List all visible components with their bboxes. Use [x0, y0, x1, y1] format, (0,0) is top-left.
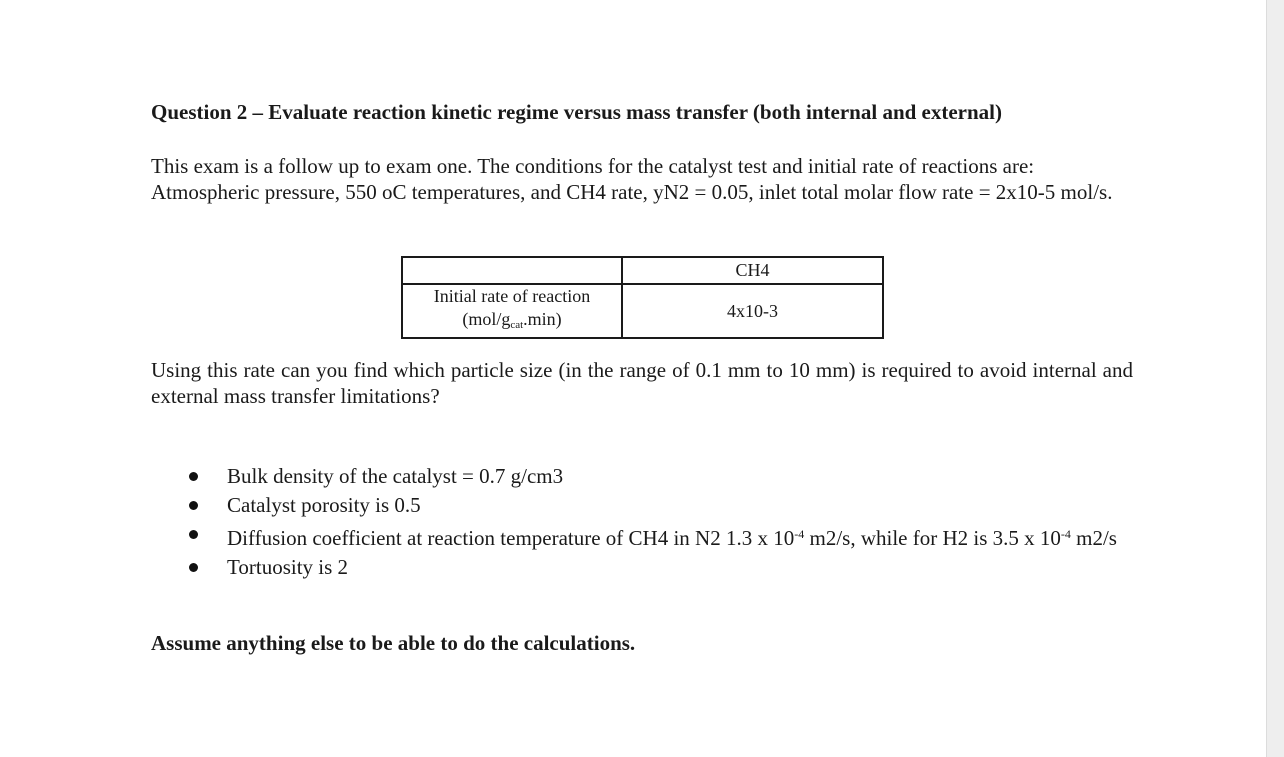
bullet-text-diffusion: [227, 526, 1117, 550]
diffusion-part2: m2/s, while for H2 is 3.5 x 10: [804, 526, 1061, 550]
diffusion-exponent-2: -4: [1060, 527, 1071, 541]
bullet-icon: [189, 530, 198, 539]
intro-text: This exam is a follow up to exam one. The conditions for the catalyst test and initial rate of reactions are: Atmospheric pressure, 550 oC temperatures, and CH4 rate, yN2 = 0.05, inlet total molar flow rate = 2x10-5 mol/s.: [151, 154, 1113, 204]
given-data-list: [186, 463, 1146, 583]
table-row: [402, 284, 883, 338]
units-prefix: (mol/g: [462, 309, 511, 329]
bullet-text-tortuosity: Tortuosity is 2: [227, 555, 349, 579]
question-paragraph: [151, 357, 1133, 409]
bullet-text-porosity: Catalyst porosity is 0.5: [227, 493, 421, 517]
bullet-icon: [189, 472, 198, 481]
diffusion-part1: Diffusion coefficient at reaction temperature of CH4 in N2 1.3 x 10: [227, 526, 795, 550]
bullet-text-bulk-density: Bulk density of the catalyst = 0.7 g/cm3: [227, 464, 564, 488]
reaction-rate-table: [401, 256, 884, 339]
row-label-line1: Initial rate of reaction: [433, 286, 591, 306]
table-header-row: [402, 257, 883, 284]
table-header-blank-cell: [402, 257, 622, 284]
question-text: Using this rate can you find which particle size (in the range of 0.1 mm to 10 mm) is required to avoid internal and external mass transfer limitations?: [151, 358, 1133, 408]
row-label-units: [462, 309, 561, 329]
assumption-note: Assume anything else to be able to do the calculations.: [151, 631, 636, 655]
diffusion-exponent-1: -4: [794, 527, 805, 541]
bullet-icon: [189, 563, 198, 572]
table-row-label: [402, 284, 622, 338]
intro-paragraph: [151, 153, 1136, 205]
list-item: [186, 521, 1146, 552]
units-subscript: cat: [510, 319, 524, 331]
table-row-value: 4x10-3: [622, 284, 883, 338]
list-item: [186, 554, 1146, 581]
list-item: [186, 492, 1146, 519]
table-header-ch4: CH4: [622, 257, 883, 284]
units-suffix: .min): [523, 309, 562, 329]
question-heading: Question 2 – Evaluate reaction kinetic regime versus mass transfer (both internal and external): [151, 100, 1003, 124]
diffusion-part3: m2/s: [1070, 526, 1117, 550]
list-item: [186, 463, 1146, 490]
scrollbar-track[interactable]: [1266, 0, 1284, 757]
bullet-icon: [189, 501, 198, 510]
